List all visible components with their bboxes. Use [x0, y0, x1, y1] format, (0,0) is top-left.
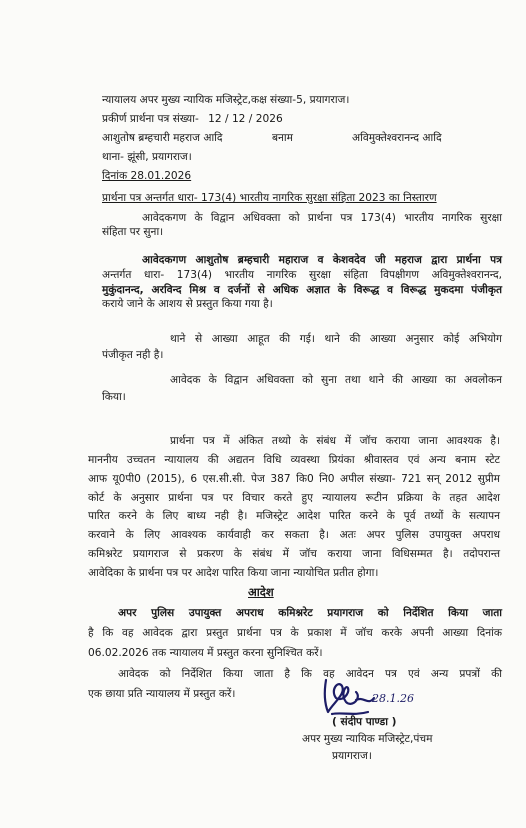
court-heading: न्यायालय अपर मुख्य न्यायिक मजिस्ट्रेट,कक्ष संख्या-5, प्रयागराज। — [102, 94, 350, 106]
paragraph-line: 06.02.2026 तक न्यायालय में प्रस्तुत करना सुनिश्चित करें। — [88, 647, 323, 660]
signatory-designation: अपर मुख्य न्यायिक मजिस्ट्रेट,पंचम — [302, 733, 433, 745]
police-station: थाना- झूंसी, प्रयागराज। — [102, 151, 192, 163]
paragraph-line: करवाने के लिए आवश्यक कार्यवाही कर सकता है। अतः अपर पुलिस उपायुक्त अपराध — [88, 529, 500, 542]
case-number-line — [102, 113, 283, 127]
paragraph-line: आफ यू0पी0 (2015), 6 एस.सी.सी. पेज 387 कि0 नि0 अपील संख्या- 721 सन् 2012 सुप्रीम — [88, 472, 500, 485]
paragraph-line: मुकुंदानन्द, अरविन्द मिश्र व दर्जनों से अधिक अज्ञात के विरूद्ध व विरूद्ध मुकदमा पंजीकृत — [102, 283, 502, 296]
paragraph-line: थाने से आख्या आहूत की गई। थाने की आख्या अनुसार कोई अभियोग — [170, 333, 502, 345]
paragraph-line: आवेदक को निर्देशित किया जाता है कि वह आवेदन पत्र एवं अन्य प्रपत्रों की — [118, 668, 502, 680]
petitioner: आशुतोष ब्रम्हचारी महराज आदि — [102, 132, 223, 144]
paragraph-line: आवेदिका के प्रार्थना पत्र पर आदेश पारित किया जाना न्यायोचित प्रतीत होगा। — [88, 566, 379, 579]
order-heading: आदेश — [248, 585, 274, 599]
paragraph-line: संहिता पर सुना। — [102, 225, 164, 238]
paragraph-line: किया। — [102, 390, 126, 403]
paragraph-line: अन्तर्गत धारा- 173(4) भारतीय नागरिक सुरक्षा संहिता विपक्षीगण अविमुक्तेश्वरानन्द, — [102, 268, 502, 281]
respondent: अविमुक्तेश्वरानन्द आदि — [352, 132, 442, 144]
paragraph-line: एक छाया प्रति न्यायालय में प्रस्तुत करें। — [88, 688, 236, 701]
handwritten-date: 28.1.26 — [372, 692, 414, 705]
case-number: 12 / 12 / 2026 — [208, 113, 283, 125]
order-date: दिनांक 28.01.2026 — [102, 170, 192, 182]
case-number-label: प्रकीर्ण प्रार्थना पत्र संख्या- — [102, 113, 199, 125]
order-paragraph-2 — [88, 664, 502, 704]
paragraph-line: कराये जाने के आशय से प्रस्तुत किया गया है। — [102, 298, 273, 311]
paragraph-1 — [102, 212, 502, 240]
signatory-name: ( संदीप पाण्डा ) — [332, 716, 397, 728]
signatory-place: प्रयागराज। — [332, 750, 372, 762]
paragraph-4 — [102, 372, 502, 406]
paragraph-5 — [88, 432, 500, 583]
paragraph-2 — [102, 253, 502, 312]
paragraph-line: पारित करने के लिए बाध्य नही है। मजिस्ट्रेट आदेश पारित करने के पूर्व तथ्यों के सत्यापन — [88, 510, 500, 523]
paragraph-line: कोर्ट के अनुसार प्रार्थना पत्र पर विचार करते हुए न्यायालय रूटीन प्रक्रिया के तहत आदेश — [88, 491, 500, 504]
paragraph-3 — [102, 332, 502, 364]
subject: प्रार्थना पत्र अन्तर्गत धारा- 173(4) भारतीय नागरिक सुरक्षा संहिता 2023 का निस्तारण — [102, 192, 437, 204]
paragraph-line: अपर पुलिस उपायुक्त अपराध कमिश्नरेट प्रयागराज को निर्देशित किया जाता — [118, 607, 502, 619]
versus: बनाम — [272, 132, 294, 144]
paragraph-line: आवेदकगण आशुतोष ब्रम्हचारी महाराज व केशवदेव जी महराज द्वारा प्रार्थना पत्र — [142, 254, 502, 266]
paragraph-line: आवेदकगण के विद्वान अधिवक्ता को प्रार्थना पत्र 173(4) भारतीय नागरिक सुरक्षा — [142, 212, 502, 224]
paragraph-line: कमिश्नरेट प्रयागराज से प्रकरण के संबंध में जॉच कराया जाना विधिसम्मत है। तदोपरान्त — [88, 548, 500, 561]
paragraph-line: आवेदक के विद्वान अधिवक्ता को सुना तथा थाने की आख्या का अवलोकन — [170, 374, 502, 386]
order-paragraph-1 — [88, 603, 502, 663]
paragraph-line: प्रार्थना पत्र में अंकित तथ्यो के संबंध में जॉच कराया जाना आवश्यक है। — [170, 435, 500, 447]
paragraph-line: है कि वह आवेदक द्वारा प्रस्तुत प्रार्थना पत्र के प्रकाश में जॉच करके अपनी आख्या दिनांक — [88, 627, 502, 640]
paragraph-line: माननीय उच्चतन न्यायालय की अद्यतन विधि व्यवस्था प्रियंका श्रीवास्तव एवं अन्य बनाम स्टेट — [88, 453, 500, 466]
paragraph-line: पंजीकृत नही है। — [102, 348, 164, 361]
